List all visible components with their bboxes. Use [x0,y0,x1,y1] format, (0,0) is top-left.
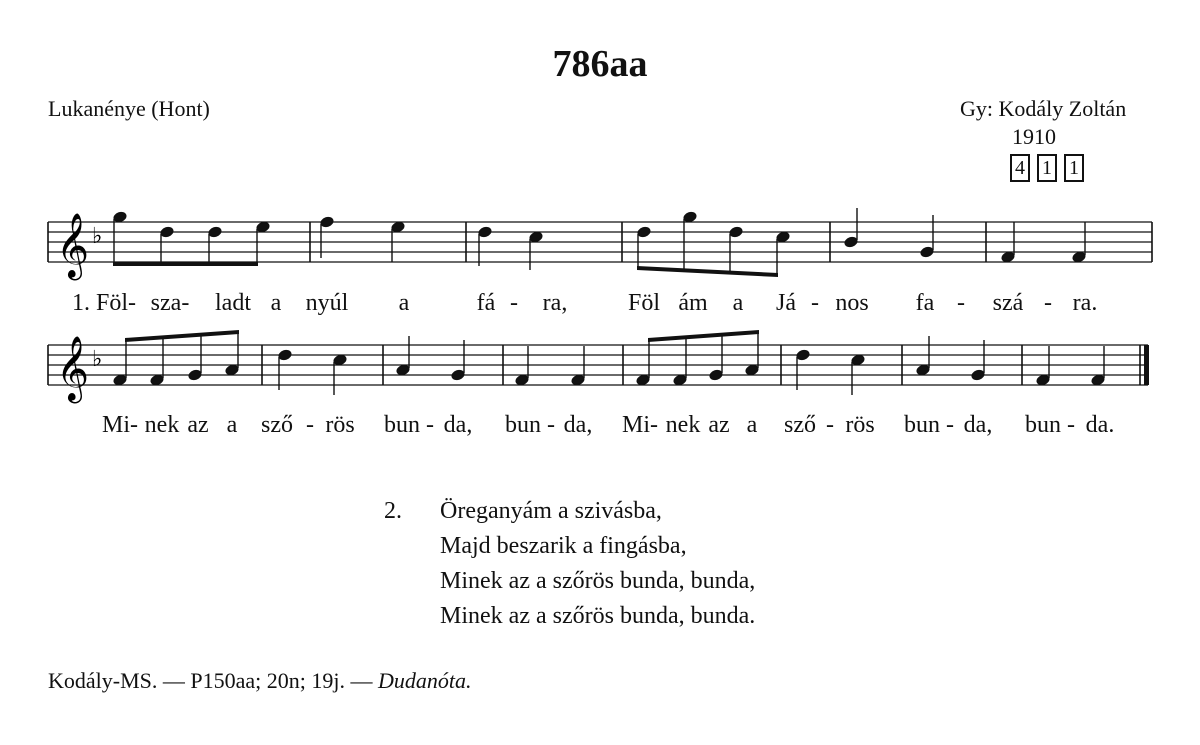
treble-clef-icon: 𝄞 [56,336,90,401]
lyric-syllable: a [270,290,282,316]
code-box: 1 [1064,154,1084,182]
final-barline [1144,345,1149,385]
lyric-hyphen: - [1044,290,1052,316]
collection-place: Lukanénye (Hont) [48,96,210,121]
lyric-syllable: bun [384,412,420,438]
lyric-syllable: bun [505,412,541,438]
collection-year: 1910 [1012,124,1056,149]
lyric-syllable: Mi- [102,412,138,438]
lyric-syllable: Föl [627,290,661,316]
lyric-syllable: fa [915,290,935,316]
verse-line: Minek az a szőrös bunda, bunda. [440,603,756,629]
lyric-syllable: sző [261,412,293,438]
flat-icon: ♭ [92,224,103,249]
lyric-hyphen: - [547,412,555,438]
lyric-syllable: sza- [150,290,190,316]
lyric-syllable: az [708,412,730,438]
lyric-syllable: ra, [542,290,568,316]
code-box: 1 [1037,154,1057,182]
lyric-syllable: rös [845,412,875,438]
lyric-hyphen: - [1067,412,1075,438]
lyric-hyphen: - [426,412,434,438]
lyric-syllable: nek [665,412,701,438]
treble-clef-icon: 𝄞 [56,213,90,278]
genre-label: Dudanóta. [378,668,472,693]
lyric-syllable: a [226,412,238,438]
lyric-hyphen: - [510,290,518,316]
lyric-syllable: rös [325,412,355,438]
song-number-title: 786aa [552,43,648,85]
verse-number: 2. [384,498,402,524]
verse-line: Minek az a szőrös bunda, bunda, [440,568,756,594]
lyric-syllable: bun [904,412,940,438]
lyric-syllable: da. [1085,412,1115,438]
lyric-syllable: da, [963,412,993,438]
lyric-syllable: Já [776,290,796,316]
lyric-hyphen: - [946,412,954,438]
lyric-syllable: ra. [1072,290,1098,316]
lyric-syllable: a [746,412,758,438]
lyric-syllable: 1. Föl- [71,290,137,316]
lyric-syllable: az [187,412,209,438]
lyric-hyphen: - [957,290,965,316]
verse-line: Öreganyám a szivásba, [440,498,662,524]
verse-lines [440,494,755,634]
lyric-syllable: fá [476,290,496,316]
lyric-syllable: nyúl [305,290,349,316]
lyric-syllable: ám [678,290,708,316]
verse-line: Majd beszarik a fingásba, [440,533,687,559]
flat-icon: ♭ [92,347,103,372]
lyric-syllable: a [732,290,744,316]
lyric-syllable: szá [992,290,1024,316]
lyric-syllable: bun [1025,412,1061,438]
lyric-syllable: nos [835,290,869,316]
lyric-syllable: sző [784,412,816,438]
lyric-syllable: da, [443,412,473,438]
lyric-syllable: ladt [215,290,251,316]
lyric-syllable: a [398,290,410,316]
lyric-hyphen: - [826,412,834,438]
lyric-hyphen: - [306,412,314,438]
lyric-syllable: Mi- [622,412,658,438]
source-text: Kodály-MS. — P150aa; 20n; 19j. — [48,668,378,693]
lyric-hyphen: - [811,290,819,316]
lyric-syllable: nek [144,412,180,438]
source-note [48,668,472,694]
code-box: 4 [1010,154,1030,182]
collector: Gy: Kodály Zoltán [960,96,1127,121]
lyric-syllable: da, [563,412,593,438]
